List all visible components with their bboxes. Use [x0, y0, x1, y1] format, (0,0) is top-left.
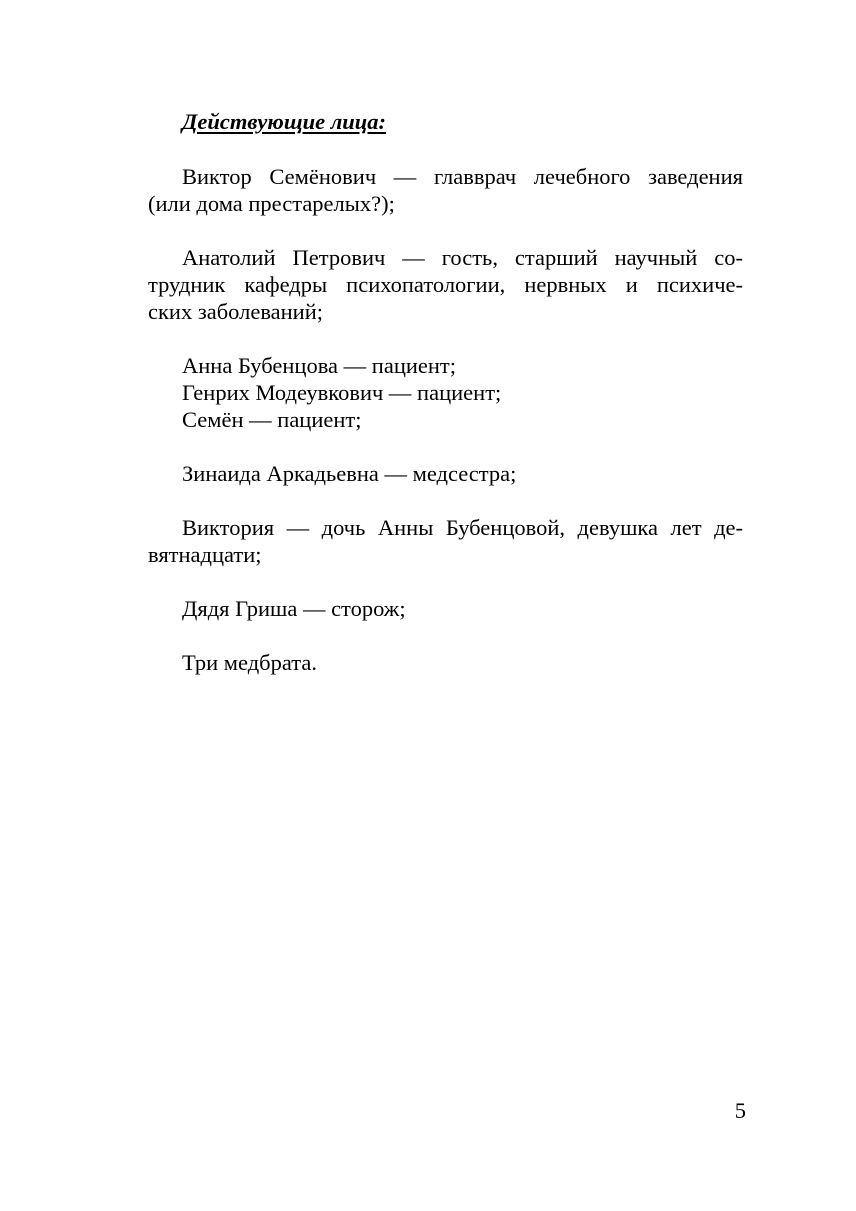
cast-list: [148, 108, 743, 703]
cast-entry-line: Виктор Семёнович — главврач лечебного заведения: [182, 164, 743, 189]
cast-entry-line: Дядя Гриша — сторож;: [182, 596, 406, 621]
cast-entry-dyadya-grisha: [148, 595, 743, 622]
cast-entry-three-orderlies: [148, 649, 743, 676]
cast-group-patients: [148, 352, 743, 433]
cast-entry-semyon: Семён — пациент;: [182, 407, 362, 432]
cast-entry-anna-bubentsova: Анна Бубенцова — пациент;: [182, 353, 457, 378]
cast-entry-line: Анатолий Петрович — гость, старший научный со-: [182, 245, 743, 270]
cast-entry-viktor-semyonovich: [148, 163, 743, 217]
cast-entry-viktoria: [148, 514, 743, 568]
cast-entry-line: Виктория — дочь Анны Бубенцовой, девушка лет де-: [182, 515, 743, 540]
page-number: 5: [734, 1098, 746, 1123]
cast-heading: Действующие лица:: [182, 109, 387, 134]
cast-entry-line: Зинаида Аркадьевна — медсестра;: [182, 461, 517, 486]
cast-entry-line: (или дома престарелых?);: [148, 191, 395, 216]
cast-entry-line: ских заболеваний;: [148, 299, 324, 324]
cast-entry-zinaida-arkadyevna: [148, 460, 743, 487]
cast-entry-genrikh-modeuvkovich: Генрих Модеувкович — пациент;: [182, 380, 502, 405]
cast-entry-anatoly-petrovich: [148, 244, 743, 325]
cast-entry-line: вятнадцати;: [148, 542, 262, 567]
cast-entry-line: трудник кафедры психопатологии, нервных и психиче-: [148, 272, 743, 297]
cast-entry-line: Три медбрата.: [182, 650, 317, 675]
